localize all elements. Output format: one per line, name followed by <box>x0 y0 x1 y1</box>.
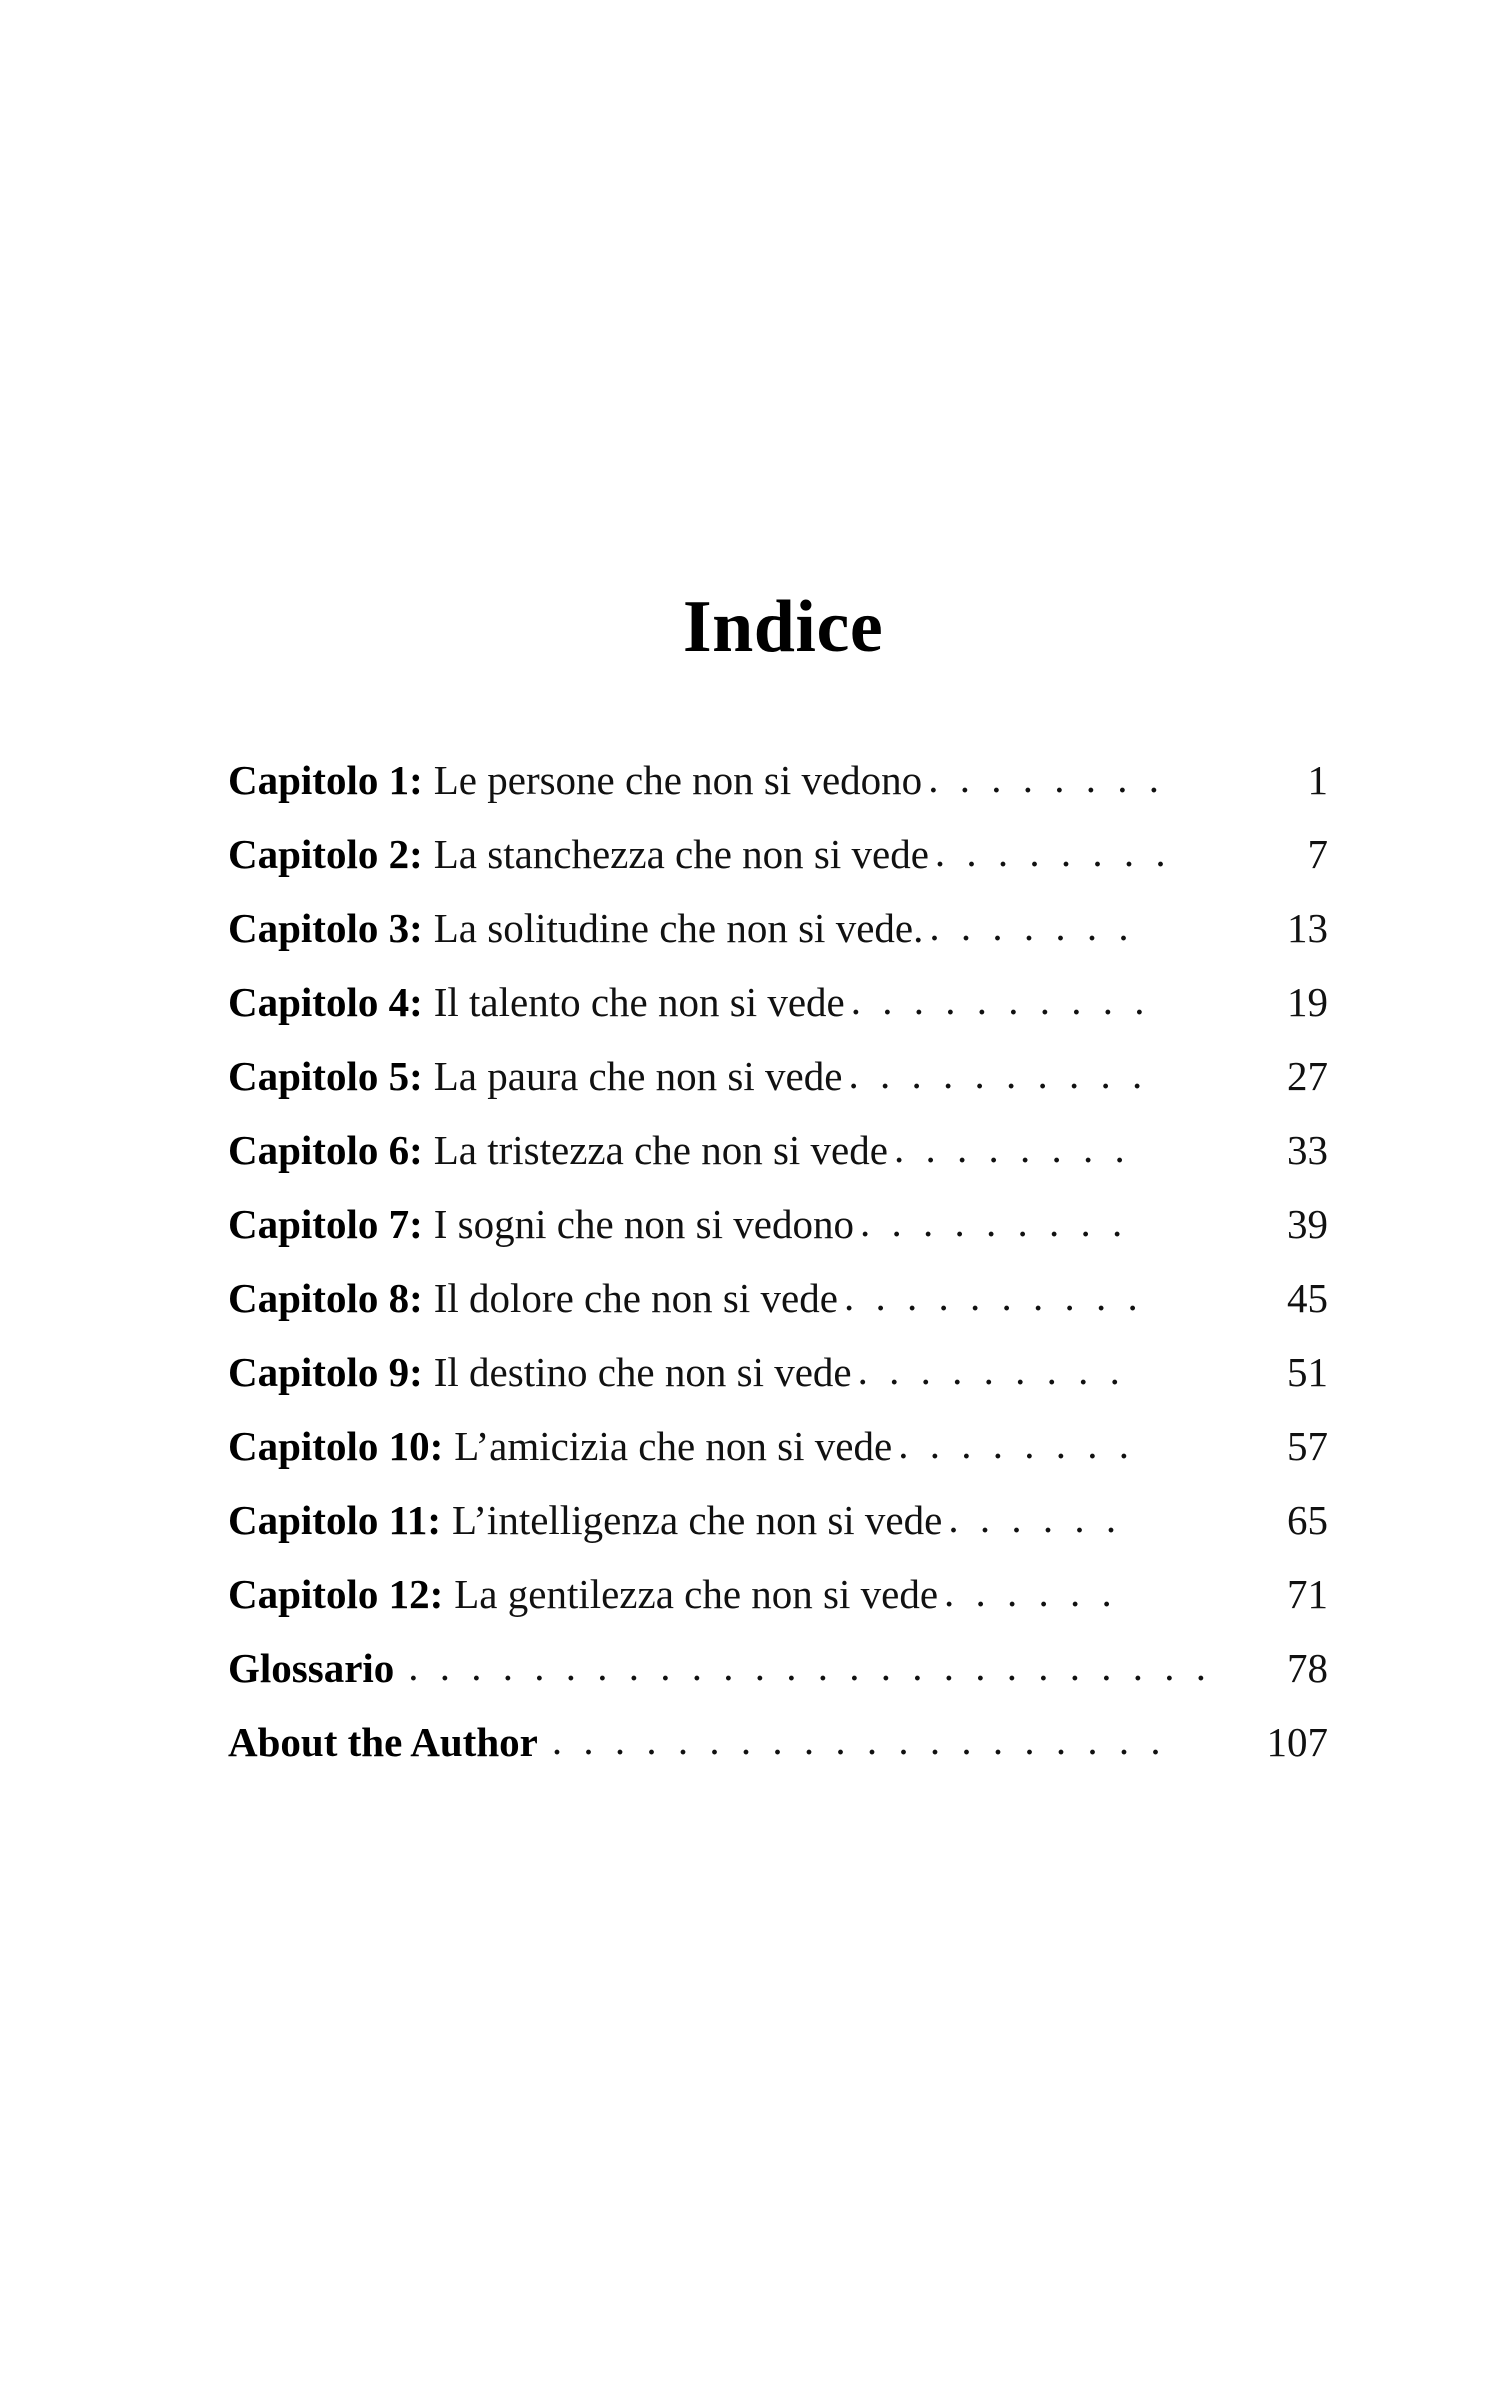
toc-page-number: 45 <box>1287 1275 1328 1321</box>
toc-entry[interactable] <box>228 1349 1328 1395</box>
toc-entry-title: Il talento che non si vede <box>433 979 845 1025</box>
table-of-contents <box>228 586 1328 1796</box>
toc-leader-dots: . . . . . . . . . <box>857 1350 1126 1391</box>
toc-entry-label: Capitolo 10: <box>228 1423 444 1469</box>
toc-leader-dots: . . . . . . . . . <box>859 1202 1128 1243</box>
toc-page-number: 19 <box>1287 979 1328 1025</box>
toc-entry-label: About the Author <box>228 1719 538 1765</box>
toc-leader-dots: . . . . . . . . . . <box>843 1276 1144 1317</box>
toc-entry[interactable] <box>228 905 1328 951</box>
toc-entry[interactable] <box>228 1571 1328 1617</box>
toc-entry-label: Capitolo 3: <box>228 905 423 951</box>
toc-leader-dots: . . . . . . . . . . <box>848 1054 1148 1095</box>
toc-list <box>228 757 1328 1765</box>
toc-entry-label: Capitolo 1: <box>228 757 423 803</box>
toc-entry-title: Il dolore che non si vede <box>433 1275 838 1321</box>
toc-entry-label: Capitolo 8: <box>228 1275 423 1321</box>
toc-page-number: 33 <box>1287 1127 1328 1173</box>
toc-leader-dots: . . . . . . . . <box>934 832 1172 873</box>
toc-page-number: 39 <box>1287 1201 1328 1247</box>
toc-entry-title: La gentilezza che non si vede <box>454 1571 939 1617</box>
toc-entry[interactable] <box>228 1201 1328 1247</box>
toc-page-number: 57 <box>1287 1423 1328 1469</box>
toc-entry-label: Capitolo 6: <box>228 1127 423 1173</box>
toc-entry-title: La solitudine che non si vede. <box>433 905 924 951</box>
toc-entry-title: La tristezza che non si vede <box>433 1127 888 1173</box>
toc-leader-dots: . . . . . . . . <box>928 758 1165 799</box>
toc-entry-label: Capitolo 9: <box>228 1349 423 1395</box>
toc-leader-dots: . . . . . . <box>944 1572 1118 1613</box>
toc-entry-title: I sogni che non si vedono <box>433 1201 854 1247</box>
toc-entry[interactable] <box>228 979 1328 1025</box>
toc-entry[interactable] <box>228 1127 1328 1173</box>
toc-leader-dots: . . . . . . . . <box>898 1424 1135 1465</box>
toc-entry-label: Capitolo 12: <box>228 1571 444 1617</box>
toc-entry-label: Capitolo 4: <box>228 979 423 1025</box>
toc-page-number: 71 <box>1287 1571 1328 1617</box>
toc-entry-title: L’amicizia che non si vede <box>454 1423 893 1469</box>
toc-entry[interactable] <box>228 1645 1328 1691</box>
toc-page-number: 78 <box>1287 1645 1328 1691</box>
toc-page-number: 51 <box>1287 1349 1328 1395</box>
page-title: Indice <box>682 586 884 668</box>
toc-leader-dots: . . . . . . . . <box>893 1128 1131 1169</box>
toc-page-number: 13 <box>1287 905 1328 951</box>
toc-leader-dots: . . . . . . . . . . . . . . . . . . . . . . . . . . <box>408 1646 1212 1687</box>
toc-leader-dots: . . . . . . . . . . . . . . . . . . . . <box>551 1720 1167 1761</box>
toc-page-number: 27 <box>1287 1053 1328 1099</box>
toc-entry[interactable] <box>228 1053 1328 1099</box>
toc-entry-label: Capitolo 2: <box>228 831 423 877</box>
toc-entry-label: Capitolo 7: <box>228 1201 423 1247</box>
toc-entry[interactable] <box>228 757 1328 803</box>
toc-page-number: 7 <box>1307 831 1328 877</box>
toc-entry-label: Glossario <box>228 1645 395 1691</box>
toc-page-number: 1 <box>1307 757 1328 803</box>
toc-entry[interactable] <box>228 1497 1328 1543</box>
toc-entry[interactable] <box>228 831 1328 877</box>
toc-entry-title: La paura che non si vede <box>433 1053 843 1099</box>
toc-entry[interactable] <box>228 1423 1328 1469</box>
toc-leader-dots: . . . . . . . . . . <box>850 980 1151 1021</box>
toc-page-number: 65 <box>1287 1497 1328 1543</box>
toc-entry-label: Capitolo 11: <box>228 1497 441 1543</box>
toc-entry-title: Le persone che non si vedono <box>433 757 923 803</box>
toc-leader-dots: . . . . . . . <box>929 906 1135 947</box>
toc-entry-label: Capitolo 5: <box>228 1053 423 1099</box>
toc-entry-title: La stanchezza che non si vede <box>433 831 929 877</box>
toc-entry[interactable] <box>228 1275 1328 1321</box>
toc-entry-title: L’intelligenza che non si vede <box>452 1497 943 1543</box>
toc-entry-title: Il destino che non si vede <box>433 1349 852 1395</box>
toc-page-number: 107 <box>1266 1719 1328 1765</box>
toc-entry[interactable] <box>228 1719 1328 1765</box>
toc-leader-dots: . . . . . . <box>948 1498 1122 1539</box>
